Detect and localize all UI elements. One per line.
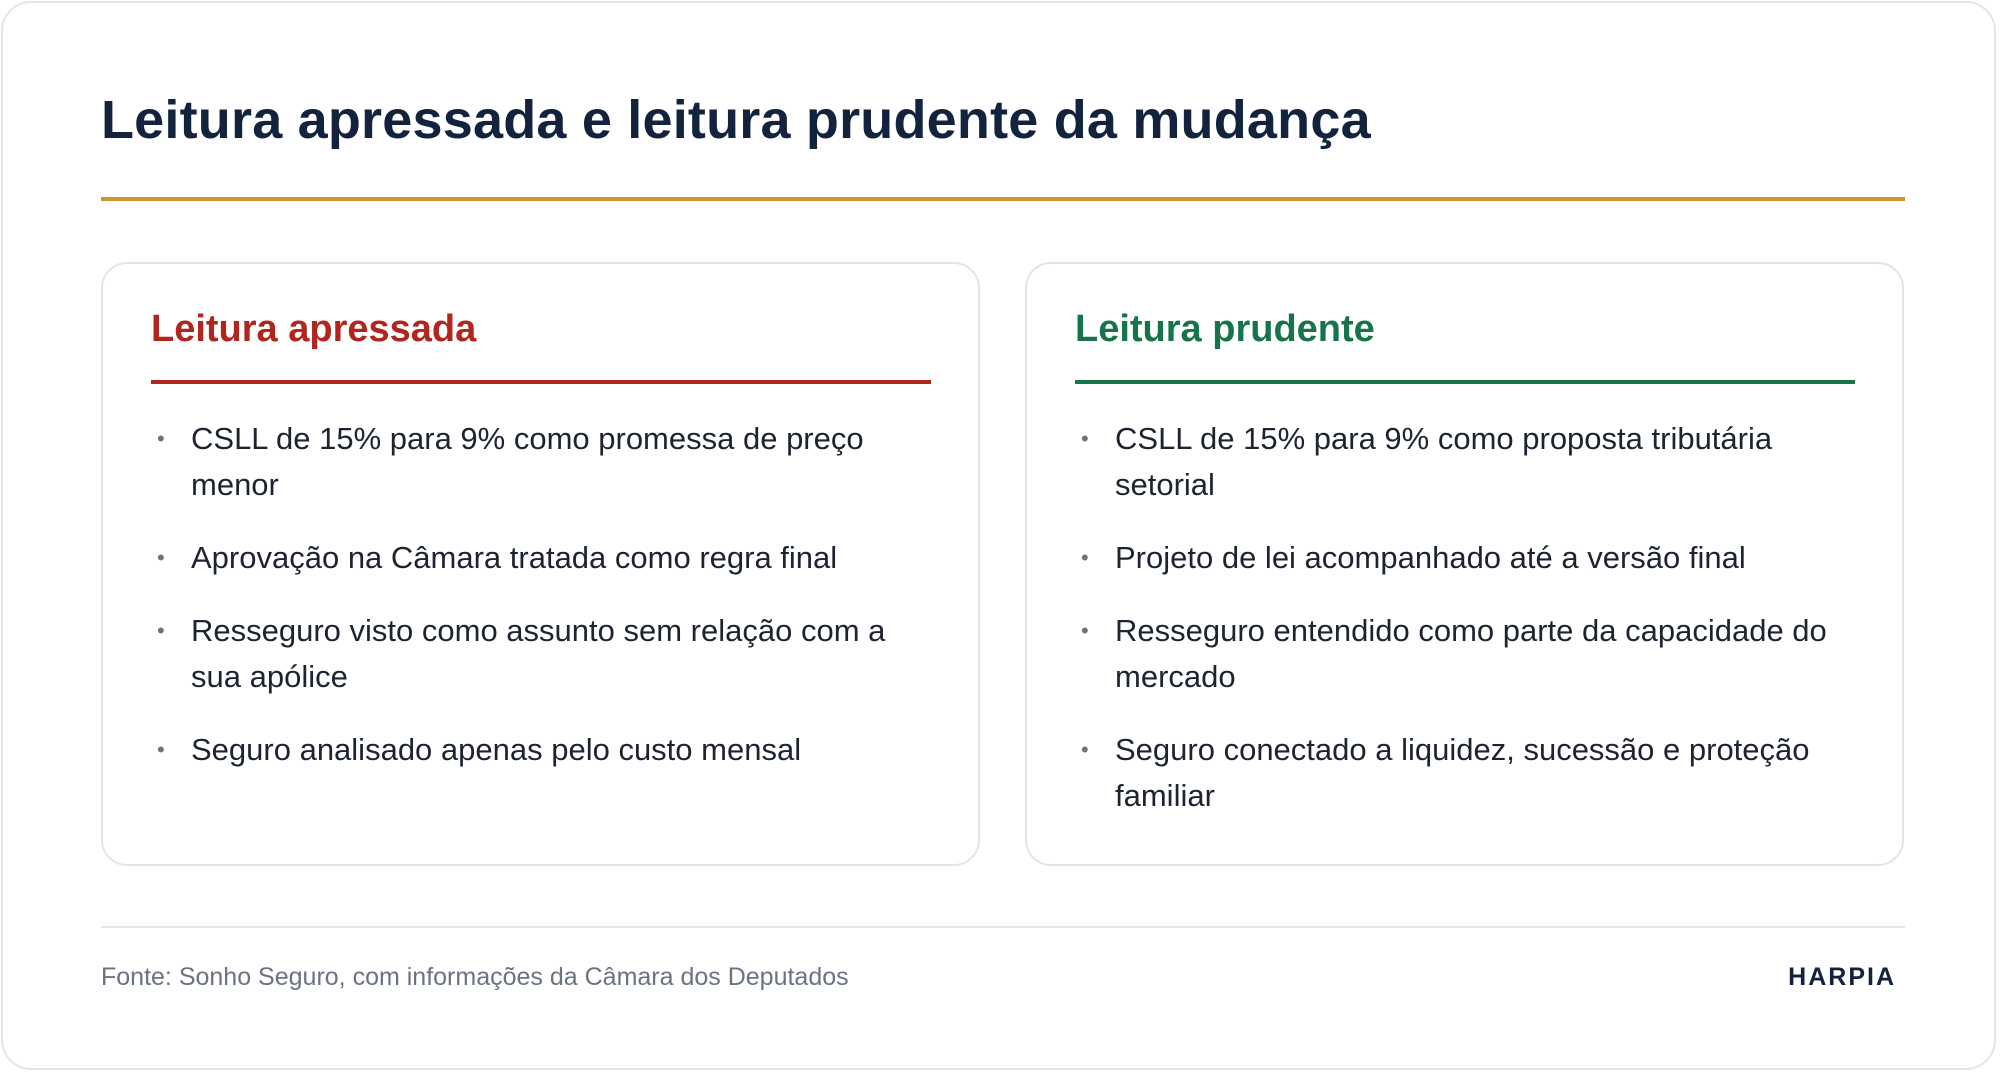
panel-heading: Leitura apressada [151,308,477,350]
bullet-icon: • [157,545,165,570]
source-note: Fonte: Sonho Seguro, com informações da Câmara dos Deputados [101,963,849,991]
bullet-list [1075,416,1865,846]
panel-divider [1075,380,1855,384]
list-item-text: Projeto de lei acompanhado até a versão final [1115,540,1746,575]
bullet-icon: • [157,737,165,762]
brand-logo: HARPIA [1788,963,1896,991]
bullet-icon: • [1081,426,1089,451]
bullet-icon: • [1081,545,1089,570]
list-item [1075,416,1865,508]
panel-heading: Leitura prudente [1075,308,1375,350]
bullet-icon: • [1081,737,1089,762]
list-item-text: Resseguro visto como assunto sem relação com a sua apólice [191,613,886,694]
list-item [151,727,941,773]
list-item [1075,608,1865,700]
list-item [1075,535,1865,581]
list-item [151,535,941,581]
list-item-text: CSLL de 15% para 9% como promessa de preço menor [191,421,864,502]
panel-divider [151,380,931,384]
list-item-text: Seguro analisado apenas pelo custo mensal [191,732,802,767]
list-item [151,416,941,508]
bullet-icon: • [1081,618,1089,643]
list-item-text: Aprovação na Câmara tratada como regra final [191,540,838,575]
bullet-icon: • [157,618,165,643]
bullet-list [151,416,941,800]
title-divider [101,197,1905,201]
panel-prudent-reading [1025,262,1904,866]
footer-divider [101,926,1905,928]
infographic-card [1,1,1996,1070]
bullet-icon: • [157,426,165,451]
list-item [151,608,941,700]
list-item-text: Resseguro entendido como parte da capacidade do mercado [1115,613,1827,694]
list-item [1075,727,1865,819]
panel-hasty-reading [101,262,980,866]
list-item-text: Seguro conectado a liquidez, sucessão e proteção familiar [1115,732,1810,813]
list-item-text: CSLL de 15% para 9% como proposta tributária setorial [1115,421,1773,502]
page-title: Leitura apressada e leitura prudente da mudança [101,90,1371,150]
